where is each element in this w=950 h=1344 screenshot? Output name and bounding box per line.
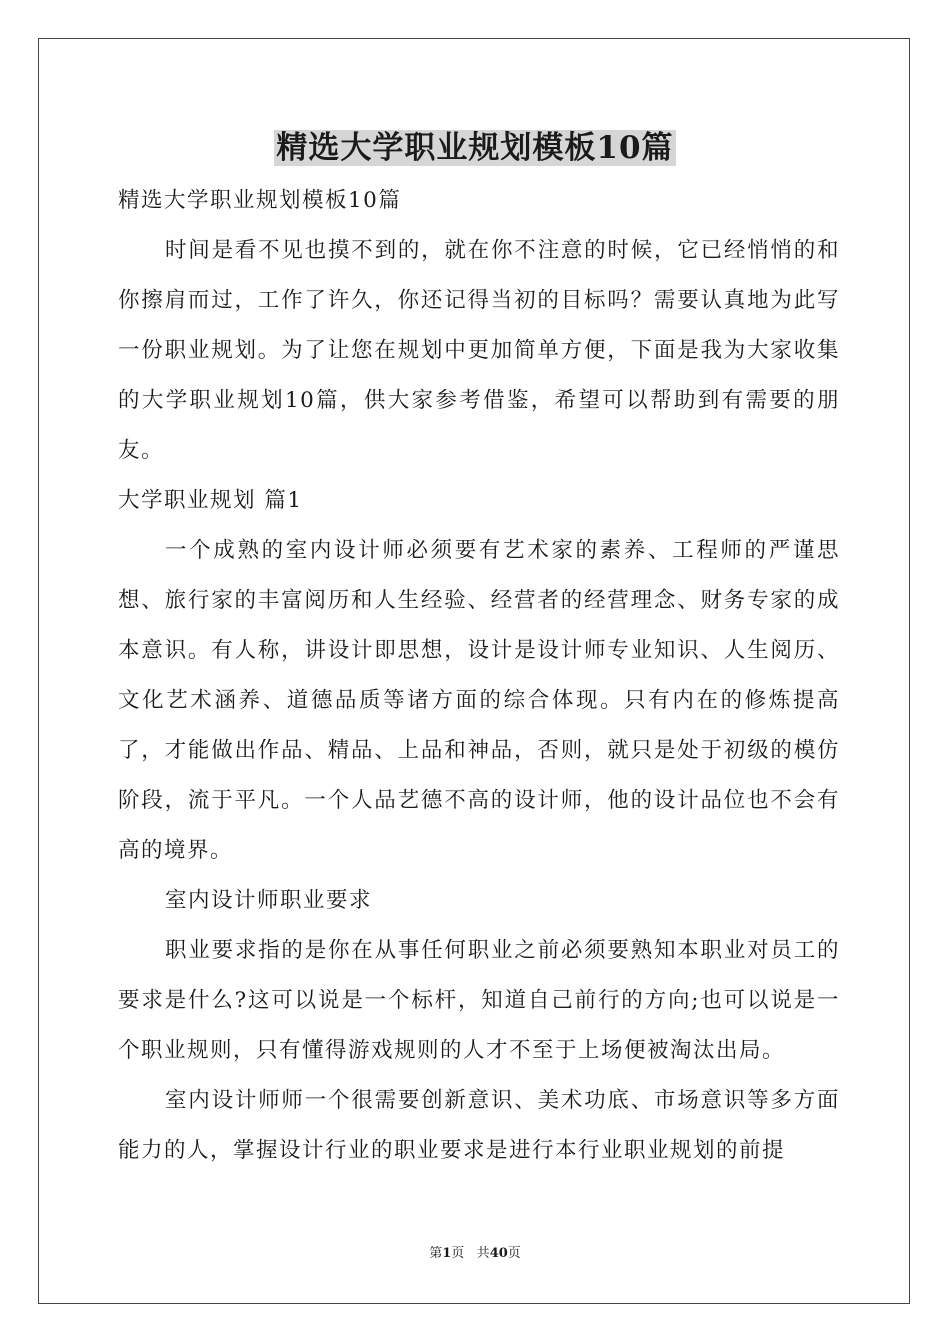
document-title (0, 126, 950, 170)
footer-page-number: 1 (442, 1246, 452, 1261)
document-body (118, 176, 840, 1176)
footer-page-suffix: 页 (451, 1246, 465, 1261)
document-title-text: 精选大学职业规划模板10篇 (276, 130, 674, 166)
intro-paragraph: 时间是看不见也摸不到的，就在你不注意的时候，它已经悄悄的和你擦肩而过，工作了许久，你还记得当初的目标吗？需要认真地为此写一份职业规划。为了让您在规划中更加简单方便，下面是我为大家收集的大学职业规划10篇，供大家参考借鉴，希望可以帮助到有需要的朋友。 (118, 238, 840, 463)
footer-total-pages: 40 (489, 1246, 508, 1261)
section-heading: 大学职业规划 篇1 (118, 488, 303, 513)
footer-page-prefix: 第 (429, 1246, 443, 1261)
body-paragraph: 一个成熟的室内设计师必须要有艺术家的素养、工程师的严谨思想、旅行家的丰富阅历和人生经验、经营者的经营理念、财务专家的成本意识。有人称，讲设计即思想，设计是设计师专业知识、人生阅历、文化艺术涵养、道德品质等诸方面的综合体现。只有内在的修炼提高了，才能做出作品、精品、上品和神品，否则，就只是处于初级的模仿阶段，流于平凡。一个人品艺德不高的设计师，他的设计品位也不会有高的境界。 (118, 538, 840, 863)
document-subtitle: 精选大学职业规划模板10篇 (118, 188, 402, 213)
subsection-heading: 室内设计师职业要求 (165, 888, 373, 913)
body-paragraph: 职业要求指的是你在从事任何职业之前必须要熟知本职业对员工的要求是什么?这可以说是一个标杆，知道自己前行的方向;也可以说是一个职业规则，只有懂得游戏规则的人才不至于上场便被淘汰出局。 (118, 938, 840, 1063)
footer-total-prefix: 共 (476, 1246, 490, 1261)
page-footer (0, 1245, 950, 1263)
body-paragraph: 室内设计师师一个很需要创新意识、美术功底、市场意识等多方面能力的人，掌握设计行业的职业要求是进行本行业职业规划的前提 (118, 1088, 840, 1163)
footer-total-suffix: 页 (507, 1246, 521, 1261)
